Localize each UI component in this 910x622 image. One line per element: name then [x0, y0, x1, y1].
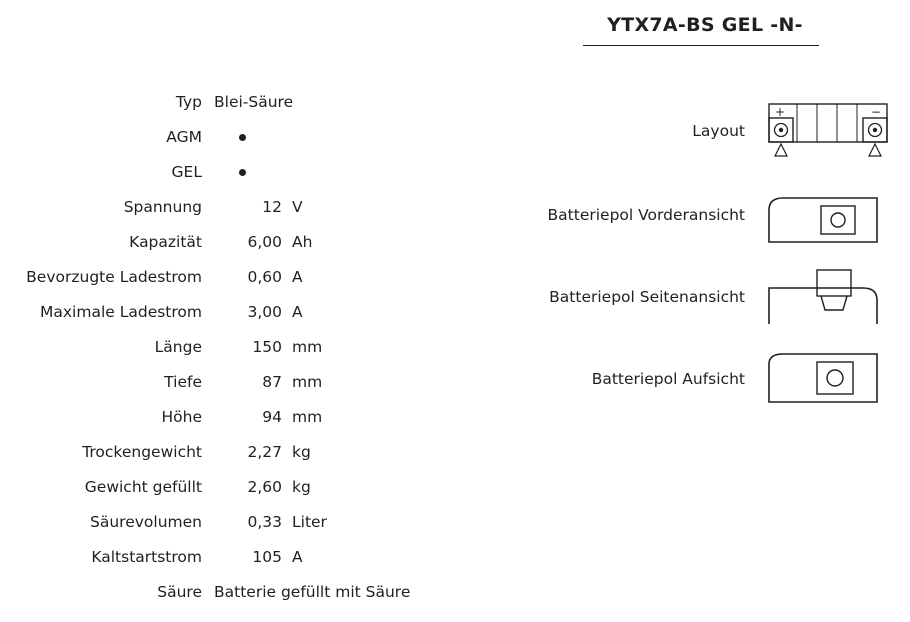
table-row	[0, 294, 470, 329]
terminal-side-view-icon	[759, 262, 899, 332]
diagram-label: Layout	[692, 122, 745, 140]
table-row	[0, 434, 470, 469]
svg-text:−: −	[871, 105, 882, 119]
spec-label: Bevorzugte Ladestrom	[26, 267, 202, 286]
table-row	[0, 574, 470, 609]
spec-value: 6,00	[247, 232, 282, 251]
spec-unit: A	[292, 267, 303, 286]
spec-unit: kg	[292, 442, 311, 461]
spec-value-marker	[202, 163, 282, 181]
spec-value: 2,27	[247, 442, 282, 461]
spec-unit: mm	[292, 407, 323, 426]
table-row	[0, 84, 470, 119]
spec-unit: mm	[292, 337, 323, 356]
spec-value: Batterie gefüllt mit Säure	[214, 582, 411, 601]
spec-label: Maximale Ladestrom	[40, 302, 202, 321]
spec-unit: A	[292, 547, 303, 566]
spec-value: 94	[262, 407, 282, 426]
spec-label: AGM	[166, 127, 202, 146]
table-row	[0, 224, 470, 259]
spec-label: Spannung	[123, 197, 202, 216]
spec-unit: mm	[292, 372, 323, 391]
title-underline	[583, 45, 819, 46]
spec-unit: Ah	[292, 232, 313, 251]
page-title: YTX7A-BS GEL -N-	[607, 14, 803, 36]
diagram-row-front-view	[500, 180, 900, 250]
battery-layout-icon	[759, 96, 899, 166]
spec-value: 2,60	[247, 477, 282, 496]
spec-label: Säurevolumen	[90, 512, 202, 531]
spec-label: GEL	[171, 162, 202, 181]
table-row	[0, 154, 470, 189]
table-row	[0, 119, 470, 154]
spec-value: 0,33	[247, 512, 282, 531]
table-row	[0, 189, 470, 224]
terminal-front-view-icon	[759, 180, 899, 250]
spec-label: Gewicht gefüllt	[84, 477, 202, 496]
spec-value: 0,60	[247, 267, 282, 286]
table-row	[0, 399, 470, 434]
spec-value: 12	[262, 197, 282, 216]
svg-text:+: +	[775, 105, 786, 119]
spec-value: 87	[262, 372, 282, 391]
spec-unit: Liter	[292, 512, 327, 531]
spec-value: Blei-Säure	[214, 92, 294, 111]
spec-label: Säure	[157, 582, 202, 601]
diagram-row-top-view	[500, 344, 900, 414]
spec-value: 150	[252, 337, 282, 356]
table-row	[0, 469, 470, 504]
diagram-row-layout	[500, 96, 900, 166]
spec-label: Höhe	[161, 407, 202, 426]
diagram-label: Batteriepol Vorderansicht	[547, 206, 745, 224]
table-row	[0, 539, 470, 574]
spec-label: Kapazität	[129, 232, 202, 251]
spec-label: Trockengewicht	[82, 442, 202, 461]
spec-unit: V	[292, 197, 303, 216]
table-row	[0, 329, 470, 364]
spec-value: 105	[252, 547, 282, 566]
spec-value: 3,00	[247, 302, 282, 321]
diagram-label: Batteriepol Seitenansicht	[549, 288, 745, 306]
diagram-row-side-view	[500, 262, 900, 332]
spec-label: Tiefe	[164, 372, 202, 391]
diagram-label: Batteriepol Aufsicht	[591, 370, 745, 388]
spec-unit: A	[292, 302, 303, 321]
table-row	[0, 259, 470, 294]
terminal-top-view-icon	[759, 344, 899, 414]
spec-unit: kg	[292, 477, 311, 496]
spec-label: Kaltstartstrom	[91, 547, 202, 566]
spec-value-marker	[202, 128, 282, 146]
spec-label: Typ	[175, 92, 202, 111]
bullet-icon	[239, 169, 246, 176]
table-row	[0, 504, 470, 539]
specification-table	[0, 84, 470, 609]
table-row	[0, 364, 470, 399]
bullet-icon	[239, 134, 246, 141]
spec-label: Länge	[154, 337, 202, 356]
